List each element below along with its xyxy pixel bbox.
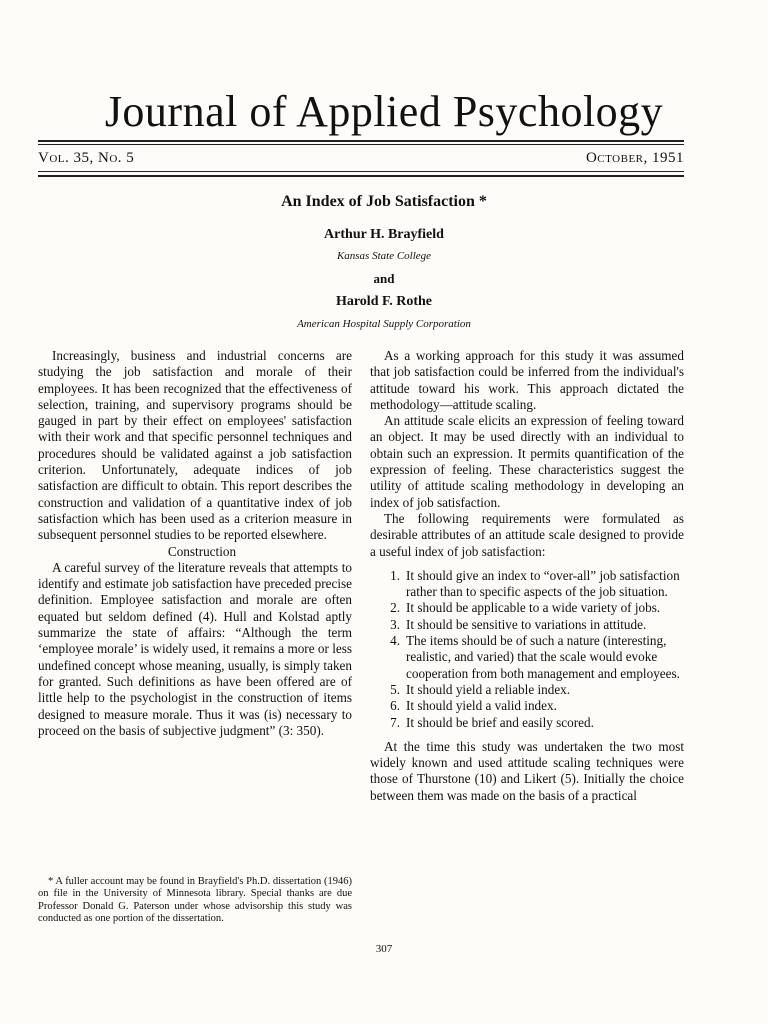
affiliation-2: American Hospital Supply Corporation [297, 318, 471, 330]
footnote: * A fuller account may be found in Brayfield's Ph.D. dissertation (1946) on file in the University of Minnesota library. Special thanks are due Professor Donald G. Paterson under whose advisorship this study was conducted as one portion of the dissertation. [38, 876, 352, 925]
header-rule-top [38, 140, 684, 142]
requirement-number: 2. [390, 600, 400, 616]
author-1: Arthur H. Brayfield [324, 227, 444, 242]
article-title: An Index of Job Satisfaction * [281, 193, 487, 210]
requirement-number: 6. [390, 698, 400, 714]
left-column [38, 348, 352, 739]
requirement-item [370, 633, 684, 682]
intro-paragraph: Increasingly, business and industrial concerns are studying the job satisfaction and morale of their employees. It has been recognized that the effectiveness of selection, training, and supervisory programs should be gauged in part by their effect on employees' satisfaction with their work and that specific personnel techniques and procedures should be validated against a job satisfaction criterion. Unfortunately, adequate indices of job satisfaction are difficult to obtain. This report describes the construction and validation of a quantitative index of job satisfaction which has been used as a criterion measure in subsequent personnel studies to be reported elsewhere. [38, 348, 352, 543]
requirement-number: 3. [390, 616, 400, 632]
header-rule-bottom [38, 175, 684, 177]
requirement-text: It should be brief and easily scored. [406, 714, 594, 730]
issue-date: October, 1951 [585, 150, 684, 166]
requirement-text: It should yield a valid index. [406, 698, 557, 714]
affiliation-1: Kansas State College [336, 250, 432, 262]
requirements-intro-paragraph: The following requirements were formulated as desirable attributes of an attitude scale designed to provide a useful index of job satisfaction: [370, 510, 684, 559]
requirement-item [370, 568, 684, 601]
approach-paragraph: As a working approach for this study it was assumed that job satisfaction could be inferred from the individual's attitude toward his work. This approach dictated the methodology—attitude scaling. [370, 348, 684, 412]
section-heading-construction: Construction [167, 543, 237, 559]
requirement-text: It should yield a reliable index. [406, 681, 571, 697]
requirement-text: It should be applicable to a wide variety of jobs. [406, 600, 661, 616]
scaling-techniques-paragraph: At the time this study was undertaken the two most widely known and used attitude scaling techniques were those of Thurstone (10) and Likert (5). Initially the choice between them was made on the basis of a practical [370, 738, 684, 803]
requirement-item [370, 698, 684, 714]
attitude-scale-paragraph: An attitude scale elicits an expression of feeling toward an object. It may be used directly with an individual to obtain such an expression. It permits quantification of the expression of feeling. These characteristics suggest the utility of attitude scaling methodology in developing an index of job satisfaction. [370, 413, 684, 510]
requirements-list [370, 568, 684, 731]
header-rule-top-thin [38, 144, 684, 145]
journal-title: Journal of Applied Psychology [104, 87, 664, 136]
requirement-text: It should give an index to “over-all” job satisfaction rather than to specific aspects of the job situation. [406, 567, 680, 600]
issue-line [38, 150, 684, 167]
page-number: 307 [375, 943, 393, 955]
author-2: Harold F. Rothe [335, 294, 433, 309]
requirement-item [370, 617, 684, 633]
requirement-text: The items should be of such a nature (interesting, realistic, and varied) that the scale would evoke cooperation from both management and employees. [406, 633, 680, 681]
requirement-item [370, 682, 684, 698]
requirement-number: 7. [390, 714, 400, 730]
requirement-number: 4. [390, 633, 400, 649]
requirement-item [370, 600, 684, 616]
right-column [370, 348, 684, 804]
header-rule-bottom-thin [38, 171, 684, 172]
volume-number: Vol. 35, No. 5 [38, 150, 135, 166]
construction-paragraph: A careful survey of the literature reveals that attempts to identify and estimate job satisfaction have preceded precise definition. Employee satisfaction and morale are often equated but seldom defined (4). Hull and Kolstad aptly summarize the state of affairs: “Although the term ‘employee morale’ is widely used, it remains a more or less undefined concept whose meaning, usually, is simply taken for granted. Such definitions as have been offered are of little help to the psychologist in the construction of items designed to measure morale. Thus it was (is) necessary to proceed on the basis of subjective judgment” (3: 350). [38, 559, 352, 738]
requirement-text: It should be sensitive to variations in attitude. [406, 616, 647, 632]
requirement-number: 5. [390, 681, 400, 697]
requirement-number: 1. [390, 567, 400, 583]
author-conjunction: and [373, 271, 395, 286]
requirement-item [370, 715, 684, 731]
